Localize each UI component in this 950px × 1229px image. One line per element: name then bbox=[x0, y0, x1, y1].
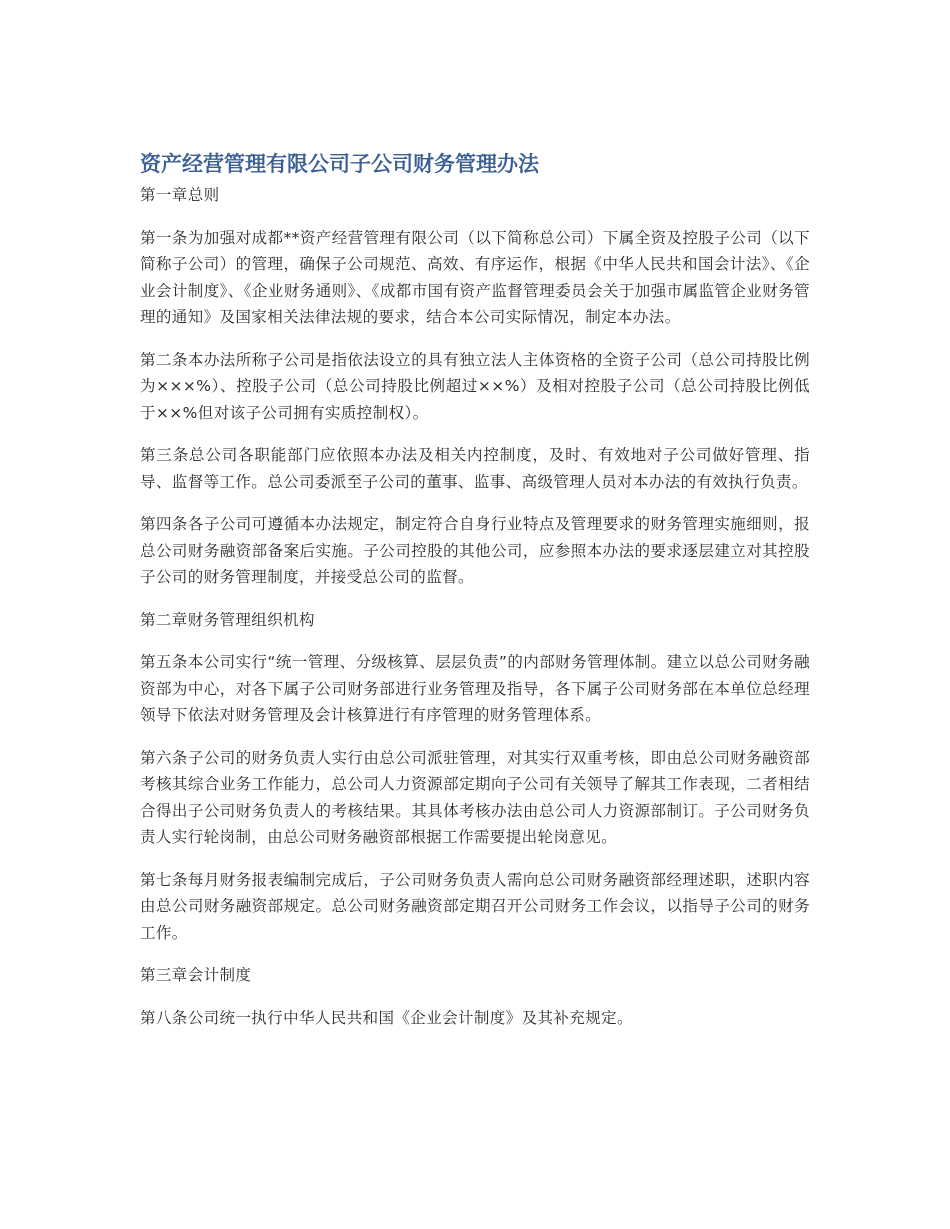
article-4: 第四条各子公司可遵循本办法规定，制定符合自身行业特点及管理要求的财务管理实施细则，报总公司财务融资部备案后实施。子公司控股的其他公司，应参照本办法的要求逐层建立对其控股子公司的财务管理制度，并接受总公司的监督。 bbox=[140, 515, 810, 586]
chapter-heading-3: 第三章会计制度 bbox=[140, 966, 252, 984]
article-3: 第三条总公司各职能部门应依照本办法及相关内控制度，及时、有效地对子公司做好管理、指导、监督等工作。总公司委派至子公司的董事、监事、高级管理人员对本办法的有效执行负责。 bbox=[140, 446, 810, 491]
article-5: 第五条本公司实行“统一管理、分级核算、层层负责”的内部财务管理体制。建立以总公司财务融资部为中心，对各下属子公司财务部进行业务管理及指导，各下属子公司财务部在本单位总经理领导下依法对财务管理及会计核算进行有序管理的财务管理体系。 bbox=[140, 653, 810, 724]
article-8: 第八条公司统一执行中华人民共和国《企业会计制度》及其补充规定。 bbox=[140, 1008, 633, 1027]
document-body bbox=[140, 148, 810, 1031]
chapter-heading-1: 第一章总则 bbox=[140, 186, 220, 204]
chapter-heading-2: 第二章财务管理组织机构 bbox=[140, 610, 315, 629]
article-6: 第六条子公司的财务负责人实行由总公司派驻管理，对其实行双重考核，即由总公司财务融资部考核其综合业务工作能力，总公司人力资源部定期向子公司有关领导了解其工作表现，二者相结合得出子公司财务负责人的考核结果。其具体考核办法由总公司人力资源部制订。子公司财务负责人实行轮岗制，由总公司财务融资部根据工作需要提出轮岗意见。 bbox=[140, 748, 810, 846]
document-title: 资产经营管理有限公司子公司财务管理办法 bbox=[140, 152, 539, 176]
article-7: 第七条每月财务报表编制完成后，子公司财务负责人需向总公司财务融资部经理述职，述职内容由总公司财务融资部规定。总公司财务融资部定期召开公司财务工作会议，以指导子公司的财务工作。 bbox=[140, 870, 810, 942]
article-1: 第一条为加强对成都**资产经营管理有限公司（以下简称总公司）下属全资及控股子公司（以下简称子公司）的管理，确保子公司规范、高效、有序运作，根据《中华人民共和国会计法》、《企业会计制度》、《企业财务通则》、《成都市国有资产监督管理委员会关于加强市属监管企业财务管理的通知》及国家相关法律法规的要求，结合本公司实际情况，制定本办法。 bbox=[140, 228, 810, 326]
article-2: 第二条本办法所称子公司是指依法设立的具有独立法人主体资格的全资子公司（总公司持股比例为×××%）、控股子公司（总公司持股比例超过××%）及相对控股子公司（总公司持股比例低于××%但对该子公司拥有实质控制权）。 bbox=[140, 350, 810, 422]
